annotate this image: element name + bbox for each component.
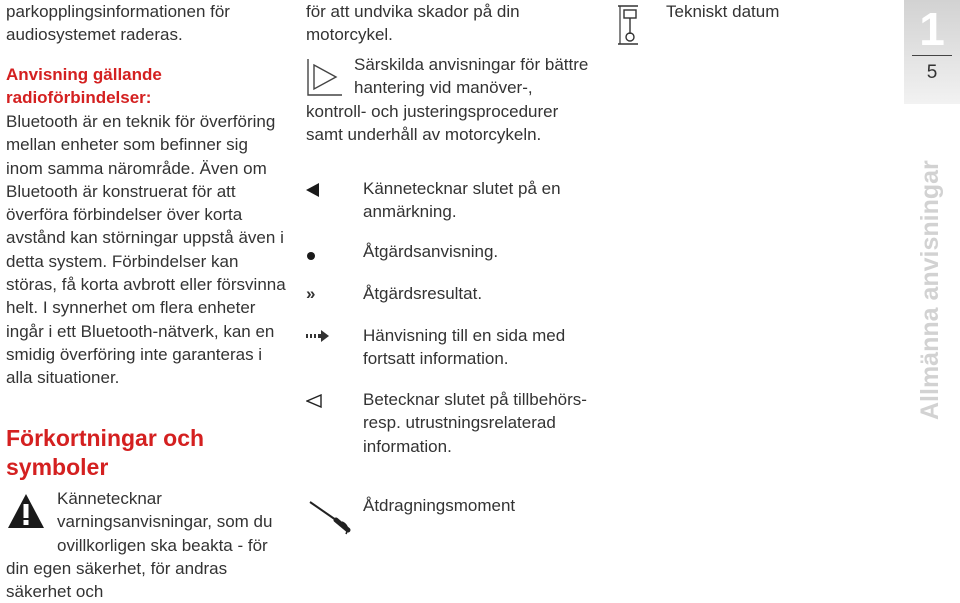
continued-text: för att undvika skador på din motorcykel. (306, 2, 520, 45)
play-triangle-box-icon (306, 57, 346, 99)
bluetooth-paragraph: Bluetooth är en teknik för överföring mellan enheter som befinner sig inom samma närområde. Även om Bluetooth är konstruerat för att överföra förbindelser över korta avstånd kan störningar uppstå även i detta system. Förbindelser kan störas, få korta avbrott eller försvinna helt. I synnerhet om flera enheter ingår i ett Bluetooth-nätverk, kan en smidig överföring inte garanteras i alla situationer. (6, 112, 286, 388)
chapter-number: 1 (919, 3, 945, 55)
continued-paragraph: parkopplingsinformationen för audiosystemet raderas. (6, 2, 230, 45)
page-ref-text: Hänvisning till en sida med fortsatt information. (363, 326, 566, 369)
symbol-row-result (306, 282, 606, 307)
action-text: Åtgärdsanvisning. (363, 242, 499, 261)
warning-note (6, 487, 288, 603)
accessory-text: Betecknar slutet på tillbehörs- resp. utrustningsrelaterad information. (363, 390, 587, 456)
end-of-note-icon (306, 183, 346, 202)
technical-data-icon (614, 4, 642, 51)
section-title: Förkortningar och symboler (6, 425, 205, 480)
section-vertical-label: Allmänna anvisningar (916, 160, 944, 420)
result-text: Åtgärdsresultat. (363, 284, 483, 303)
end-note-text: Kännetecknar slutet på en anmärkning. (363, 179, 561, 222)
symbol-row-accessory (306, 388, 606, 483)
symbol-row-torque (306, 494, 606, 544)
technical-data-row (608, 0, 898, 50)
tab-divider (912, 55, 952, 56)
symbol-row-page-ref (306, 324, 606, 374)
accessory-end-icon (306, 394, 346, 413)
page-number: 5 (926, 62, 938, 83)
radio-heading: Anvisning gällande radioförbindelser: (6, 65, 162, 108)
chapter-sidebar (904, 0, 960, 578)
page-reference-arrow-icon (306, 329, 346, 348)
symbol-row-end-note (306, 177, 606, 227)
bullet-icon (306, 248, 346, 266)
chapter-tab (904, 0, 960, 104)
symbol-row-action (306, 240, 606, 265)
hint-text: Särskilda anvisningar för bättre hantering vid manöver-, kontroll- och justeringsprocedurer samt underhåll av motorcykeln. (306, 55, 589, 144)
torque-text: Åtdragningsmoment (363, 496, 516, 515)
technical-data-text: Tekniskt datum (666, 2, 780, 21)
torque-wrench-icon (306, 498, 346, 543)
result-arrow-icon: » (306, 284, 316, 303)
hint-note (306, 53, 596, 146)
warning-triangle-icon (6, 492, 51, 534)
warning-text: Kännetecknar varningsanvisningar, som du ovillkorligen ska beakta - för din egen säkerhet, för andras säkerhet och (6, 489, 273, 602)
